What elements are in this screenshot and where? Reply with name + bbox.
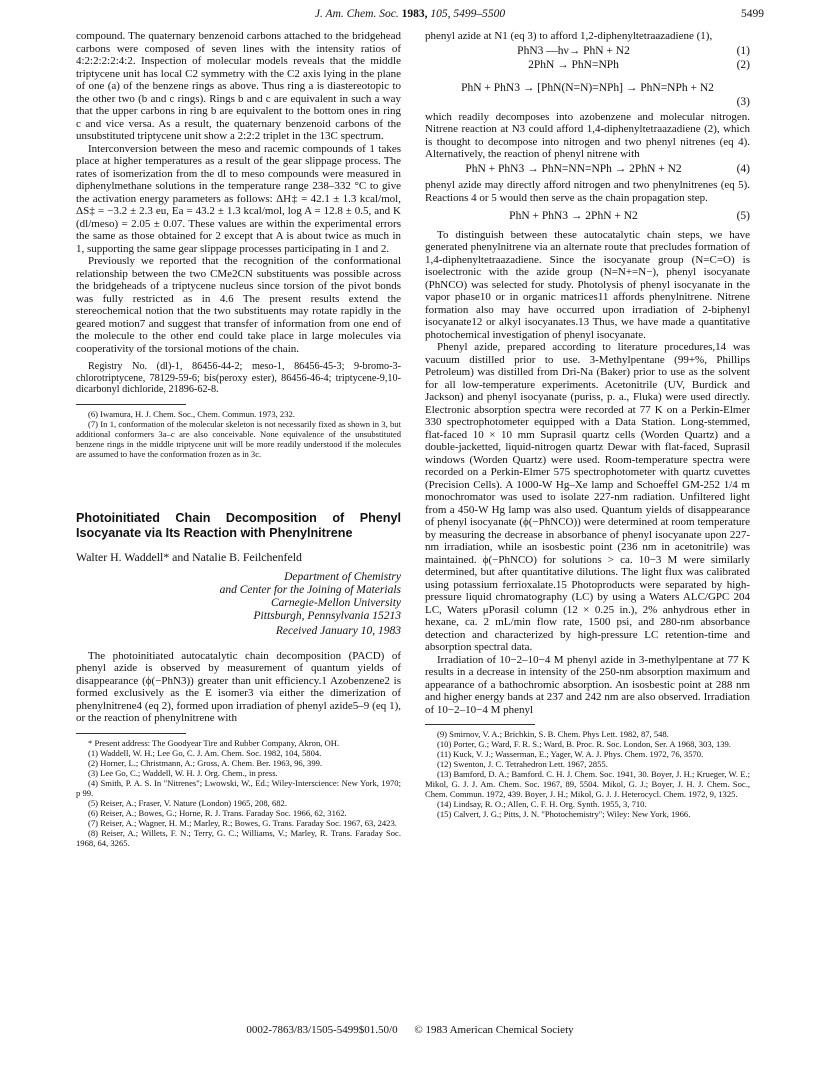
reference: (3) Lee Go, C.; Waddell, W. H. J. Org. Chem., in press. xyxy=(88,767,278,778)
reference: (14) Lindsay, R. O.; Allen, C. F. H. Org. Synth. 1955, 3, 710. xyxy=(437,799,647,809)
references xyxy=(76,738,401,848)
body-paragraph: phenyl azide at N1 (eq 3) to afford 1,2-diphenyltetraazadiene (1), xyxy=(425,30,713,42)
reference: (11) Kuck, V. J.; Wasserman, E.; Yager, W. A. J. Phys. Chem. 1972, 76, 3570. xyxy=(437,749,704,759)
page-number: 5499 xyxy=(741,8,764,20)
body-paragraph: Phenyl azide, prepared according to literature procedures,14 was vacuum distilled prior to use. 3-Methylpentane (99+%, Phillips Petroleum) was distilled from Dri-Na (Baker) prior to use as the solvent for all low-temperature experiments. Acetonitrile (UV, Burdick and Jackson) and phenyl isocyanate (puriss, p. a., Fluka) were used directly. Electronic absorption spectra were recorded at 77 K on a Perkin-Elmer 330 spectrophotometer equipped with a Data Station. Long-stemmed, flat-faced 10 × 10 mm Suprasil quartz cells (Worden Quartz) and a double-jacketted, liquid-nitrogen quartz Dewar with flat-faced, Suprasil windows (Worden Quartz) were used. Room-temperature spectra were recorded on a Perkin-Elmer 575 spectrophotometer with quartz cuvettes (Precision Cells). A 1000-W Hg–Xe lamp and Schoeffel GM-252 1/4 m monochromator was used to isolate 227-nm radiation. Unfiltered light from a 450-W Hg lamp was also used. Quantum yields of disappearance of phenyl isocyanate (ϕ(−PhNCO)) were determined at room temperature by measuring the decrease in absorbance of phenyl isocyanate upon 227-nm irradiation, while an isosbestic point (236 nm in acetonitrile) was maintained. ϕ(−PhNCO) for solutions > ca. 10−3 M were similarly determined, but after quantitative dilutions. The light flux was calibrated using potassium ferrioxalate.15 Photoproducts were separated by high-pressure liquid chromatography (LC) by using a Waters ALC/GPC 204 LC, Waters μPorasil column (12 × 0.25 in.), 2% anhydrous ether in hexane, ca. 2 mL/min flow rate, 1500 psi, and 280-nm absorbance detection and characterized by high-pressure LC retention-time and absorption spectral data. xyxy=(425,341,750,653)
footnotes xyxy=(76,409,401,459)
body-paragraph: Previously we reported that the recognition of the conformational relationship between the two CMe2CN substituents was possible across the bridgeheads of a triptycene nucleus since torsion of the pivot bonds was fully restricted as in 4.6 The present results extend the stereochemical notion that the two substituents may rotate rapidly in the geared motion7 and suggest that transfer of information from one end of the molecule to the other end could take place in large molecules via cooperativity of the torsional motions of the chain. xyxy=(76,255,401,355)
reference: (5) Reiser, A.; Fraser, V. Nature (London) 1965, 208, 682. xyxy=(88,797,288,808)
right-column xyxy=(425,30,750,819)
footnote: (7) In 1, conformation of the molecular skeleton is not necessarily fixed as shown in 3, but additional conformers 3a–c are also conceivable. None equivalence of the unsubstituted benzene rings in the middle triptycene unit will be more readily understood if the molecules are assumed to have the conformation frozen as in 3c. xyxy=(76,418,401,459)
running-header xyxy=(0,8,820,28)
body-paragraph: To distinguish between these autocatalytic chain steps, we have generated phenylnitrene via an alternate route that precludes formation of 1,4-diphenyltetraazadiene. Since the isocyanate group (N=C=O) is isoelectronic with the azide group (N=N+=N−), phenyl isocyanate (PhNCO) was selected for study. Photolysis of phenyl isocyanate in the vapor phase10 or in organic matrices11 affords phenylnitrene. Nitrene formation also may have occurred upon irradiation of 2-biphenyl isocyanate12 or alkyl isocyanates.13 Thus, we have made a quantitative photochemical investigation of phenyl isocyanate. xyxy=(425,228,750,341)
left-column xyxy=(76,30,401,848)
affiliation: Department of Chemistry and Center for the Joining of Materials Carnegie-Mellon University Pittsburgh, Pennsylvania 15213 xyxy=(219,571,401,622)
body-paragraph: which readily decomposes into azobenzene and molecular nitrogen. Nitrene reaction at N3 could afford 1,4-diphenyltetraazadiene (2), which is thought to decompose into nitrogen and two phenyl nitrenes (eq 4). Alternatively, the reaction of phenyl nitrene with xyxy=(425,110,750,160)
references xyxy=(425,729,750,819)
reference: (8) Reiser, A.; Willets, F. N.; Terry, G. C.; Williams, V.; Marley, R. Trans. Faraday Soc. 1968, 64, 3265. xyxy=(76,827,401,848)
body-paragraph: Interconversion between the meso and racemic compounds of 1 takes place at higher temperatures as a result of the gear slippage process. The rates of isomerization from the dl to meso compounds were measured in diphenylmethane solutions in the temperature range 238–332 °C to give the activation energy parameters as follows: ΔH‡ = 42.1 ± 1.3 kcal/mol, ΔS‡ = −3.2 ± 2.3 eu, Ea = 43.2 ± 1.3 kcal/mol, log A = 12.8 ± 0.5, and K (dl/meso) = 2.05 ± 0.07. These values are within the experimental errors the same as those obtained for 2 except that A is about twice as much in 1, supporting the same gear slippage processes participating in 1 and 2. xyxy=(76,142,401,255)
article-code: 0002-7863/83/1505-5499$01.50/0 xyxy=(246,1024,398,1036)
equation-3: PhN + PhN3 → [PhN(N=N)=NPh] → PhN=NPh + N2 xyxy=(461,81,714,94)
received-date: Received January 10, 1983 xyxy=(275,625,401,637)
body-paragraph: compound. The quaternary benzenoid carbons attached to the bridgehead carbons were composed of seven lines with the intensity ratios of 4:2:2:2:2:4:2. Inspection of molecular models reveals that the middle triptycene unit has local C2 symmetry with the C2 axis lying in the plane of one (a) of the benzene rings as above. Thus ring a is diastereotopic to the other two (b and c rings). Rings b and c are equivalent in such a way that the upper carbons in ring b are equivalent to the bottom ones in ring c and vice versa. As a result, the quaternary benzenoid carbons of the unsubstituted triptycene unit show a 2:2:2 triplet in the 13C spectrum. xyxy=(76,30,401,142)
footnote-rule xyxy=(76,733,186,734)
page-footer xyxy=(0,1024,820,1036)
author-line: Walter H. Waddell* and Natalie B. Feilchenfeld xyxy=(76,549,302,564)
footnote-rule xyxy=(76,404,186,405)
intro-paragraph: The photoinitiated autocatalytic chain decomposition (PACD) of phenyl azide is observed by measurement of quantum yields of disappearance (ϕ(−PhN3)) greater than unit efficiency.1 Azobenzene2 is formed exclusively as the E isomer3 via either the dimerization of phenylnitrene4 (eq 2), formed upon irradiation of phenyl azide5–9 (eq 1), or the reaction of phenylnitrene with xyxy=(76,649,401,724)
footnote-rule xyxy=(425,724,535,725)
copyright: © 1983 American Chemical Society xyxy=(414,1024,574,1036)
reference: (7) Reiser, A.; Wagner, H. M.; Marley, R.; Bowes, G. Trans. Faraday Soc. 1967, 63, 2423. xyxy=(88,817,397,828)
reference: (13) Bamford, D. A.; Bamford. C. H. J. Chem. Soc. 1941, 30. Boyer, J. H.; Krueger, W. E.; Mikol, G. J. J. Am. Chem. Soc. 1967, 89, 5504. Mikol, G. J.; Boyer, J. H. J. Chem. Soc., Chem. Commun. 1972, 439. Boyer, J. H.; Mikol, G. J. J. Heterocycl. Chem. 1972, 9, 1325. xyxy=(425,769,750,799)
reference: (1) Waddell, W. H.; Lee Go, C. J. Am. Chem. Soc. 1982, 104, 5804. xyxy=(88,747,322,758)
equation-1: PhN3 —hν→ PhN + N2 (1) xyxy=(517,44,750,57)
reference: * Present address: The Goodyear Tire and Rubber Company, Akron, OH. xyxy=(88,737,340,748)
reference: (12) Swenton, J. C. Tetrahedron Lett. 1967, 2855. xyxy=(437,759,608,769)
reference: (9) Smirnov, V. A.; Brichkin, S. B. Chem. Phys Lett. 1982, 87, 548. xyxy=(437,729,669,739)
footnote: (6) Iwamura, H. J. Chem. Soc., Chem. Commun. 1973, 232. xyxy=(88,408,295,419)
equation-5: PhN + PhN3 → 2PhN + N2 (5) xyxy=(509,210,750,222)
body-paragraph: phenyl azide may directly afford nitrogen and two phenylnitrenes (eq 5). Reactions 4 or 5 would then serve as the chain propagation step. xyxy=(425,179,750,204)
reference: (6) Reiser, A.; Bowes, G.; Horne, R. J. Trans. Faraday Soc. 1966, 62, 3162. xyxy=(88,807,347,818)
equation-3-number: (3) xyxy=(736,96,750,108)
reference: (2) Horner, L.; Christmann, A.; Gross, A. Chem. Ber. 1963, 96, 399. xyxy=(88,757,323,768)
article-title: Photoinitiated Chain Decomposition of Phenyl Isocyanate via Its Reaction with Phenylnitrene xyxy=(76,510,401,540)
registry-numbers: Registry No. (dl)-1, 86456-44-2; meso-1, 86456-45-3; 9-bromo-3-chlorotriptycene, 78129-59-6; bis(peroxy ester), 86456-46-4; triptycene-9,10-dicarbonyl dichloride, 21896-62-8. xyxy=(76,361,401,395)
body-paragraph: Irradiation of 10−2–10−4 M phenyl azide in 3-methylpentane at 77 K results in a decrease in intensity of the 250-nm absorption maximum and appearance of a bathochromic absorption. An isosbestic point at 288 nm and higher energy bands at 237 and 242 nm are also observed. Irradiation of 10−2–10−4 M phenyl xyxy=(425,653,750,716)
journal-citation: J. Am. Chem. Soc. 1983, 105, 5499–5500 xyxy=(314,8,506,20)
reference: (10) Porter, G.; Ward, F. R. S.; Ward, B. Proc. R. Soc. London, Ser. A 1968, 303, 139. xyxy=(437,739,731,749)
equation-2: 2PhN → PhN=NPh (2) xyxy=(528,59,750,71)
reference: (4) Smith, P. A. S. In "Nitrenes"; Lwowski, W., Ed.; Wiley-Interscience: New York, 1970; p 99. xyxy=(76,777,401,798)
equation-4: PhN + PhN3 → PhN=NN=NPh → 2PhN + N2 (4) xyxy=(465,162,750,175)
reference: (15) Calvert, J. G.; Pitts, J. N. "Photochemistry"; Wiley: New York, 1966. xyxy=(437,809,691,819)
